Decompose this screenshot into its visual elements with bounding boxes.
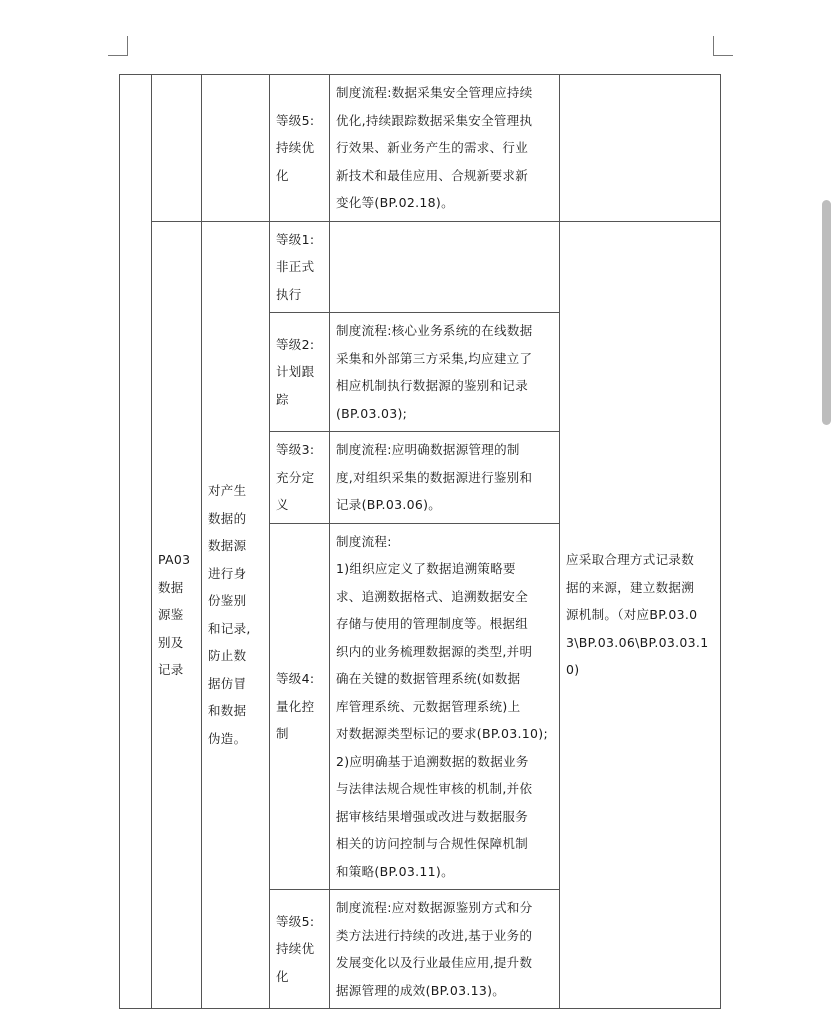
pa-name: PA03 数据 源鉴 别及 记录 <box>158 552 191 677</box>
level-description-cell <box>330 432 560 524</box>
level-label: 等级5: 持续优 化 <box>276 913 315 984</box>
pa-name-cell <box>152 221 202 1009</box>
level-description: 制度流程:核心业务系统的在线数据 采集和外部第三方采集,均应建立了 相应机制执行数据源的鉴别和记录 (BP.03.03); <box>336 323 533 421</box>
level-label: 等级4: 量化控 制 <box>276 671 315 741</box>
pa-name-cell <box>152 75 202 222</box>
level-description: 制度流程:应明确数据源管理的制 度,对组织采集的数据源进行鉴别和 记录(BP.03.06)。 <box>336 442 533 512</box>
vertical-scrollbar[interactable] <box>822 200 831 425</box>
crop-mark-top-right <box>713 55 733 56</box>
pa-description: 对产生 数据的 数据源 进行身 份鉴别 和记录, 防止数 据仿冒 和数据 伪造。 <box>208 483 251 746</box>
level-description-cell <box>330 313 560 432</box>
level-cell <box>270 432 330 524</box>
level-label: 等级2: 计划跟 踪 <box>276 336 315 407</box>
level-description-cell <box>330 75 560 222</box>
crop-mark-top-right <box>713 36 714 55</box>
level-cell <box>270 890 330 1009</box>
level-description: 制度流程:数据采集安全管理应持续 优化,持续跟踪数据采集安全管理执 行效果、新业务产生的需求、行业 新技术和最佳应用、合规新要求新 变化等(BP.02.18)。 <box>336 85 533 210</box>
level-label: 等级1: 非正式 执行 <box>276 231 315 302</box>
level-description <box>336 263 553 271</box>
requirement-cell <box>560 221 721 1009</box>
pa-description-cell <box>202 221 270 1009</box>
capability-table <box>119 74 721 1009</box>
level-description: 制度流程: 1)组织应定义了数据追溯策略要 求、追溯数据格式、追溯数据安全 存储与使用的管理制度等。根据组 织内的业务梳理数据源的类型,并明 确在关键的数据管理系统(如数据 库管理系统、元数据管理系统)上 对数据源类型标记的要求(BP.03.10); 2)应明确基于追溯数据的数据业务 与法律法规合规性审核的机制,并依 据审核结果增强或改进与数据服务 相关的访问控制与合规性保障机制 和策略(BP.03.11)。 <box>336 533 548 879</box>
level-label: 等级3: 充分定 义 <box>276 442 315 512</box>
table-row <box>120 75 721 222</box>
requirement-text: 应采取合理方式记录数 据的来源，建立数据溯 源机制。（对应BP.03.0 3\BP.03.06\BP.03.03.10) <box>566 552 709 677</box>
level-cell <box>270 523 330 890</box>
level-cell <box>270 221 330 313</box>
table-row <box>120 221 721 313</box>
crop-mark-top-left <box>108 55 128 56</box>
level-description-cell <box>330 221 560 313</box>
pa-description-cell <box>202 75 270 222</box>
level-cell <box>270 313 330 432</box>
index-column <box>120 75 152 1009</box>
scrollbar-thumb[interactable] <box>822 200 831 425</box>
level-cell <box>270 75 330 222</box>
crop-mark-top-left <box>127 36 128 55</box>
level-description: 制度流程:应对数据源鉴别方式和分 类方法进行持续的改进,基于业务的 发展变化以及行业最佳应用,提升数 据源管理的成效(BP.03.13)。 <box>336 900 533 998</box>
requirement-cell <box>560 75 721 222</box>
level-description-cell <box>330 523 560 890</box>
level-label: 等级5: 持续优 化 <box>276 112 315 183</box>
level-description-cell <box>330 890 560 1009</box>
